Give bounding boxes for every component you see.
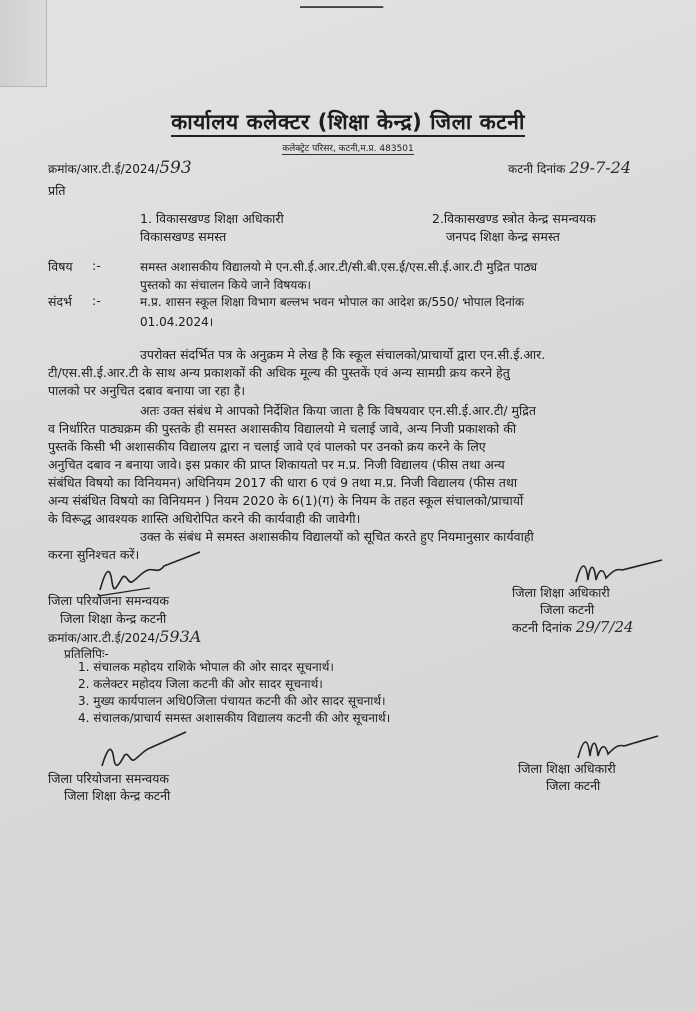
right-sign-2-district: जिला कटनी — [546, 778, 601, 793]
recipient-1-line-2: विकासखण्ड समस्त — [140, 229, 227, 244]
left-sign-1-office: जिला शिक्षा केन्द्र कटनी — [60, 611, 167, 626]
right-sign-2-designation: जिला शिक्षा अधिकारी — [518, 761, 616, 776]
body-p2-line-7: के विरूद्ध आवश्यक शास्ति अधिरोपित करने की कार्यवाही की जावेगी। — [48, 511, 361, 526]
body-p2-line-4: अनुचित दबाव न बनाया जावे। इस प्रकार की प्राप्त शिकायतो पर म.प्र. निजी विद्यालय (फीस तथा अन्य — [48, 457, 505, 472]
top-scribble: ▁▁▁▁▁▁▁▁▁ — [300, 0, 384, 8]
subject-label: विषय — [48, 259, 73, 274]
body-p2-line-5: संबंधित विषयो का विनियमन) अधिनियम 2017 की धारा 6 एवं 9 तथा म.प्र. निजी विद्यालय (फीस तथा — [48, 475, 518, 490]
subject-separator: :- — [92, 258, 101, 273]
copy-item-2: 2. कलेक्टर महोदय जिला कटनी की ओर सादर सूचनार्थ। — [78, 677, 323, 691]
reference-label: संदर्भ — [48, 294, 72, 309]
body-p2-line-1: अतः उक्त संबंध मे आपको निर्देशित किया जाता है कि विषयवार एन.सी.ई.आर.टी/ मुद्रित — [140, 403, 537, 418]
copy-item-1: 1. संचालक महोदय राशिके भोपाल की ओर सादर सूचनार्थ। — [78, 660, 334, 674]
body-p1-line-1: उपरोक्त संदर्भित पत्र के अनुक्रम मे लेख है कि स्कूल संचालको/प्राचार्यो द्वारा एन.सी.ई.आर. — [140, 347, 546, 362]
recipient-2-line-2: जनपद शिक्षा केन्द्र समस्त — [446, 229, 560, 244]
copy-item-4: 4. संचालक/प्राचार्य समस्त अशासकीय विद्यालय कटनी की ओर सूचनार्थ। — [78, 711, 391, 725]
body-p1-line-2: टी/एस.सी.ई.आर.टी के साथ अन्य प्रकाशकों की अधिक मूल्य की पुस्तकें एवं अन्य सामग्री क्रय करने हेतु — [48, 365, 510, 380]
folded-corner — [0, 0, 47, 87]
reference-separator: :- — [92, 293, 101, 308]
office-address: कलेक्ट्रेट परिसर, कटनी,म.प्र. 483501 — [282, 144, 414, 154]
body-p3-line-1: उक्त के संबंध मे समस्त अशासकीय विद्यालयों को सूचित करते हुए नियमानुसार कार्यवाही — [140, 529, 534, 544]
subject-line-1: समस्त अशासकीय विद्यालयो मे एन.सी.ई.आर.टी/सी.बी.एस.ई/एस.सी.ई.आर.टी मुद्रित पाठ्य — [140, 260, 538, 274]
subject-line-2: पुस्तको का संचालन किये जाने विषयक। — [140, 278, 312, 292]
right-sign-1-designation: जिला शिक्षा अधिकारी — [512, 585, 610, 600]
recipient-2-line-1: 2.विकासखण्ड स्त्रोत केन्द्र समन्वयक — [432, 211, 596, 226]
copy-item-3: 3. मुख्य कार्यपालन अधि0जिला पंचायत कटनी की ओर सादर सूचनार्थ। — [78, 694, 386, 708]
copy-label: प्रतिलिपिः- — [64, 647, 109, 661]
body-p3-line-2: करना सुनिश्चत करें। — [48, 547, 140, 562]
reference-line-1: म.प्र. शासन स्कूल शिक्षा विभाग बल्लभ भवन भोपाल का आदेश क्र/550/ भोपाल दिनांक — [140, 295, 525, 309]
body-p1-line-3: पालको पर अनुचित दबाव बनाया जा रहा है। — [48, 383, 246, 398]
right-sign-1-district: जिला कटनी — [540, 602, 595, 617]
letter-date: कटनी दिनांक 29-7-24 — [508, 158, 632, 177]
left-sign-2-designation: जिला परियोजना समन्वयक — [48, 771, 170, 786]
office-title: कार्यालय कलेक्टर (शिक्षा केन्द्र) जिला कटनी — [0, 108, 696, 136]
body-p2-line-2: व निर्धारित पाठ्यक्रम की पुस्तके ही समस्त अशासकीय विद्यालयो मे चलाई जावे, अन्य निजी प्रकाशको की — [48, 421, 517, 436]
left-sign-2-office: जिला शिक्षा केन्द्र कटनी — [64, 788, 171, 803]
copy-reference-number: क्रमांक/आर.टी.ई/2024/593A — [48, 627, 202, 646]
reference-number: क्रमांक/आर.टी.ई/2024/593 — [48, 158, 192, 178]
right-sign-1-date: कटनी दिनांक 29/7/24 — [512, 618, 634, 636]
body-p2-line-3: पुस्तकें किसी भी अशासकीय विद्यालय द्वारा न चलाई जावे एवं पालको पर उनको क्रय करने के लिए — [48, 439, 486, 454]
to-label: प्रति — [48, 183, 66, 198]
reference-line-2: 01.04.2024। — [140, 315, 214, 329]
recipient-1-line-1: 1. विकासखण्ड शिक्षा अधिकारी — [140, 211, 284, 226]
left-sign-1-designation: जिला परियोजना समन्वयक — [48, 593, 170, 608]
body-p2-line-6: अन्य संबंधित विषयो का विनियमन ) नियम 2020 के 6(1)(ग) के नियम के तहत स्कूल संचालको/प्राचार्यो — [48, 493, 524, 508]
